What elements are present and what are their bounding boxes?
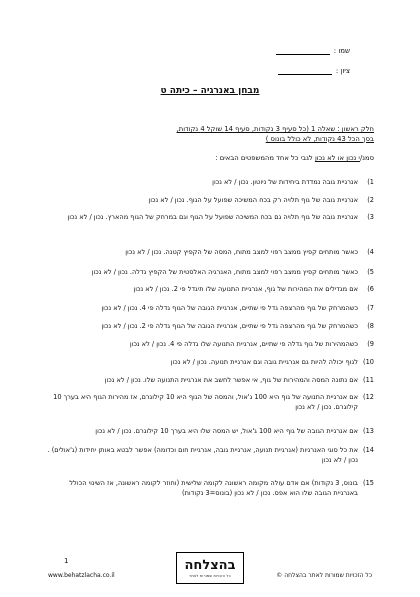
name-field [276,46,350,55]
question-text: אנרגיית גובה של גוף תלויה גם בכח המשיכה שפועל על הגוף וגם במרחק של הגוף מהארץ. נכון / לא נכון [67,213,358,221]
question-12 [44,393,374,413]
question-number: 15) [363,479,374,487]
question-text: כשהמהירות של גוף גדלה פי שתיים, אנרגיית התנועה שלו גדלה פי 4. נכון / לא נכון [129,340,358,348]
question-text: לגוף יכולה להיות גם אנרגיית גובה וגם אנרגיית תנועה. נכון / לא נכון [170,358,358,366]
question-8 [44,322,374,332]
question-text: אם מגדילים את המהירות של גוף, אנרגיית התנועה שלו תיגדל פי 2. נכון / לא נכון [133,285,358,293]
grade-label: ציון : [335,67,350,75]
question-9 [44,340,374,350]
question-number: 8) [367,322,374,330]
question-2 [44,196,374,206]
question-number: 10) [363,358,374,366]
question-4 [44,248,374,258]
question-number: 4) [367,248,374,256]
question-number: 3) [367,213,374,221]
grade-blank[interactable] [278,66,332,75]
question-text: כאשר מותחים קפיץ ממצב רפוי למצב מתוח, המסה של הקפיץ קטנה. נכון / לא נכון [125,248,358,256]
question-number: 9) [367,340,374,348]
page-title: מבחן באנרגיה – כיתה ט [160,86,260,96]
instructions-suffix: לגבי כל אחד מהמשפטים הבאים : [215,154,315,162]
part-line-1: חלק ראשון : שאלה 1 (כל סעיף 3 נקודות, סעיף 14 שוקל 4 נקודות, [176,125,374,133]
question-text: אם אנרגיית התנועה של גוף היא 100 ג'אול, והמסה של הגוף היא 10 קילוגרם, אז מהירות הגוף היא בערך 10 קילוגרם. נכון / לא נכון [53,393,358,411]
page-number: 1 [64,557,69,565]
question-number: 12) [363,393,374,401]
part-line-2: בסך הכל 43 נקודות, לא כולל בונוס ) [265,134,374,143]
question-1 [44,178,374,188]
question-number: 2) [367,196,374,204]
question-text: בונוס, 3 נקודות) אם אדם עולה מקומה ראשונה לקומה שלישית (וחוזר לקומה ראשונה, אז השינוי הכולל באנרגיית הגובה שלו הוא אפס. נכון / לא נכון (בונוס=3 נקודות) [69,479,358,497]
instructions-underlined: י נכון או לא נכון [314,154,360,162]
logo-text: בהצלחה [184,557,236,573]
part-header [60,125,374,144]
question-text: כאשר מותחים קפיץ ממצב רפוי למצב מתוח, האנרגיה האלסטית של הקפיץ גדלה. נכון / לא נכון [91,268,358,276]
footer-url[interactable]: www.behatzlacha.co.il [48,572,115,579]
question-3 [44,213,374,223]
question-13 [44,427,374,437]
question-number: 6) [367,285,374,293]
question-text: את כל סוגי האנרגיות (אנרגיית תנועה, אנרגיית גובה, אנרגיית חום וכדומה) אפשר לבטא באותן יחידות (ג'אולים) . נכון / לא נכון [47,446,358,464]
question-text: אם אנרגיית הגובה של גוף היא 100 ג'אול, יש המסה שלו היא בערך 10 קילוגרם. נכון / לא נכון [95,427,358,435]
question-number: 14) [363,446,374,454]
question-number: 13) [363,427,374,435]
footer-copyright: כל הזכויות שמורות לאתר בהצלחה © [276,572,372,579]
instructions-prefix: סמנ/ [359,154,374,162]
question-number: 1) [367,178,374,186]
name-blank[interactable] [276,46,330,55]
question-text: כשהמרחק של גוף מהרצפה גדל פי שתיים, אנרגיית הגובה של הגוף גדלה פי 4. נכון / לא נכון [101,304,358,312]
question-text: אנרגיית גובה של גוף תלויה רק בכח המשיכה שפועל על הגוף. נכון / לא נכון [148,196,358,204]
question-11 [44,376,374,386]
question-number: 5) [367,268,374,276]
question-text: אם נתונה המסה והמהירות של גוף, אי אפשר לחשב את אנרגיית התנועה שלו. נכון / לא נכון [104,376,358,384]
grade-field [278,66,350,75]
logo-subtext: כל הזכויות שמורות לאתר [189,573,231,578]
question-10 [44,358,374,368]
question-15 [44,479,374,499]
question-number: 7) [367,304,374,312]
instructions [60,154,374,162]
question-7 [44,304,374,314]
brand-logo [176,552,244,584]
question-text: אנרגיית גובה נמדדת ביחידות של ניוטון. נכון / לא נכון [212,178,358,186]
question-5 [44,268,374,278]
name-label: שמו : [333,47,350,55]
question-text: כשהמרחק של גוף מהרצפה גדל פי שתיים, אנרגיית הגובה של הגוף גדלה פי 2. נכון / לא נכון [101,322,358,330]
question-14 [44,446,374,466]
question-number: 11) [363,376,374,384]
question-6 [44,285,374,295]
